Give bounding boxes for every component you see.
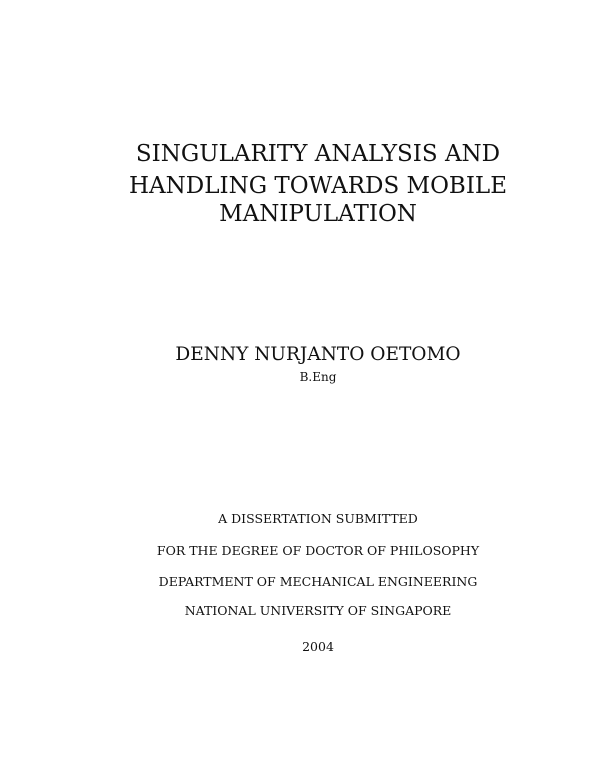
submission-line-2: FOR THE DEGREE OF DOCTOR OF PHILOSOPHY	[156, 543, 480, 558]
submission-year: 2004	[302, 639, 334, 654]
submission-line-1: A DISSERTATION SUBMITTED	[218, 511, 418, 526]
thesis-title-line-3: MANIPULATION	[219, 201, 417, 227]
university-line: NATIONAL UNIVERSITY OF SINGAPORE	[184, 603, 452, 618]
department-line: DEPARTMENT OF MECHANICAL ENGINEERING	[158, 574, 478, 589]
thesis-title-line-1: SINGULARITY ANALYSIS AND	[135, 141, 501, 167]
author-degree: B.Eng	[299, 370, 337, 384]
author-name: DENNY NURJANTO OETOMO	[175, 344, 461, 365]
thesis-title-line-2: HANDLING TOWARDS MOBILE	[129, 173, 507, 199]
